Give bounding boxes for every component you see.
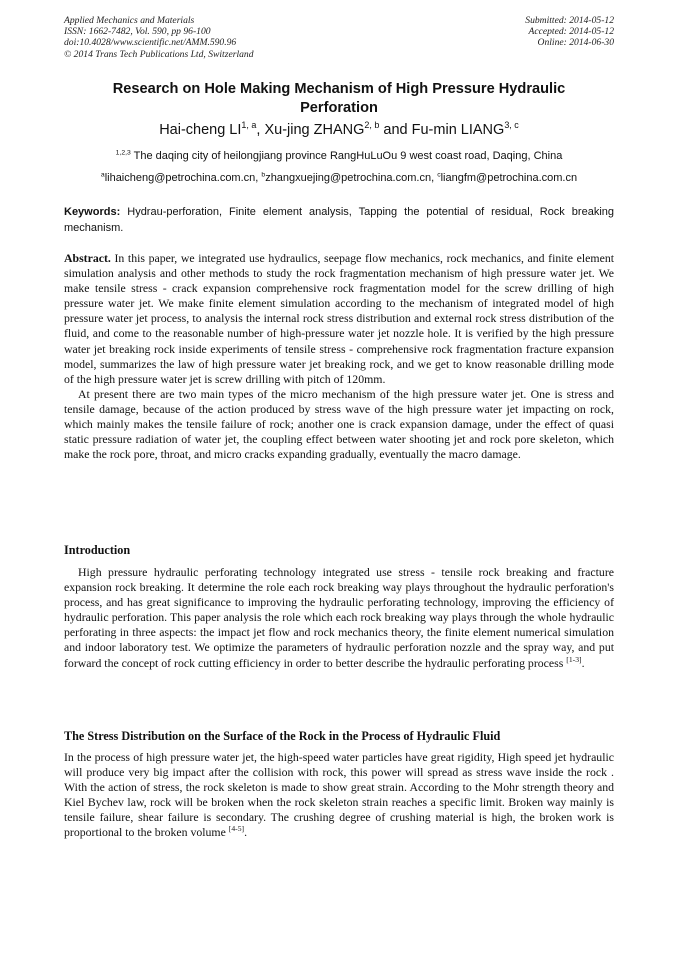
author-name: Fu-min LIANG (411, 122, 505, 138)
email-link[interactable]: liangfm@petrochina.com.cn (440, 172, 578, 184)
paper-title: Research on Hole Making Mechanism of High Pressure Hydraulic Perforation (112, 81, 566, 116)
citation-ref[interactable]: [4-5] (228, 824, 245, 834)
sentence-end: . (581, 655, 585, 670)
publication-dates (525, 15, 614, 49)
author-list (40, 120, 638, 140)
introduction-section (64, 565, 614, 671)
journal-copyright: © 2014 Trans Tech Publications Ltd, Switzerland (64, 48, 254, 60)
affiliation (30, 148, 648, 164)
email-mark: b (261, 171, 266, 179)
submitted-date: Submitted: 2014-05-12 (525, 15, 614, 26)
keywords-text: Hydrau-perforation, Finite element analysis, Tapping the potential of residual, Rock breaking mechanism. (64, 206, 614, 234)
section-heading-stress-distribution: The Stress Distribution on the Surface of the Rock in the Process of Hydraulic Fluid (64, 729, 501, 743)
citation-ref[interactable]: [1-3] (566, 654, 582, 664)
abstract-label: Abstract. (64, 251, 111, 265)
author-name: Hai-cheng LI (159, 122, 242, 138)
author-affiliation-mark: 1, a (241, 120, 257, 131)
stress-text: In the process of high pressure water jet, the high-speed water particles have great rigidity, High speed jet hydraulic will produce very big impact after the collision with rock, this power will spread as stress wave inside the rock . With the action of stress, the rock skeleton is made to show great strain. According to the Mohr strength theory and Kiel Bychev law, rock will be broken when the rock skeleton strain reaches a specific limit. Broken way mainly is tensile failure, shear failure is secondary. The crushing degree of crushing material is high, the broken work is proportional to the broken volume (64, 750, 614, 840)
author-separator: and (379, 122, 412, 138)
email-link[interactable]: zhangxuejing@petrochina.com.cn, (265, 172, 438, 184)
introduction-text: High pressure hydraulic perforating technology integrated use stress - tensile rock breaking and fracture expansion rock breaking. It determine the role each rock breaking way plays throughout the hydraulic perforation's process, and has great significance to improving the hydraulic perforating technology, improving the efficiency of hydraulic perforation. This paper analysis the role which each rock breaking way plays through the whole hydraulic perforating in three aspects: the impact jet flow and rock mechanics theory, the finite element numerical simulation and indoor laboratory test. We optimize the parameters of hydraulic perforation nozzle and the spray way, and put forward the concept of rock cutting efficiency in order to better describe the hydraulic perforating process (64, 565, 614, 670)
journal-info (64, 15, 254, 60)
abstract (64, 251, 614, 462)
keywords (64, 205, 614, 236)
email-link[interactable]: lihaicheng@petrochina.com.cn, (104, 172, 262, 184)
sentence-end: . (244, 825, 248, 840)
email-mark: a (100, 171, 105, 179)
author-affiliation-mark: 2, b (364, 120, 380, 131)
email-mark: c (437, 171, 441, 179)
journal-doi: doi:10.4028/www.scientific.net/AMM.590.96 (64, 37, 237, 49)
stress-distribution-section (64, 750, 614, 841)
stress-paragraph (64, 750, 614, 841)
affiliation-mark: 1,2,3 (115, 149, 131, 157)
author-affiliation-mark: 3, c (504, 120, 519, 131)
section-heading-introduction: Introduction (64, 543, 131, 557)
accepted-date: Accepted: 2014-05-12 (528, 26, 614, 38)
keywords-label: Keywords: (64, 206, 121, 218)
author-separator: , (256, 122, 265, 138)
author-name: Xu-jing ZHANG (264, 122, 365, 138)
online-date: Online: 2014-06-30 (537, 37, 614, 49)
abstract-paragraph: At present there are two main types of the micro mechanism of the high pressure water jet. One is stress and tensile damage, because of the action produced by stress wave of the high pressure water jet impacting on rock, which mainly makes the tensile failure of rock; another one is crack expansion damage, under the effect of quasi static pressure radiation of water jet, the coupling effect between water shooting jet and rock pore skeleton, which make the rock pore, throat, and micro cracks expanding gradually, eventually the macro damage. (64, 386, 614, 462)
journal-name: Applied Mechanics and Materials (64, 15, 195, 26)
author-emails (30, 170, 648, 186)
affiliation-text: The daqing city of heilongjiang province RangHuLuOu 9 west coast road, Daqing, China (130, 150, 563, 162)
journal-issn: ISSN: 1662-7482, Vol. 590, pp 96-100 (64, 26, 211, 38)
abstract-text: In this paper, we integrated use hydraulics, seepage flow mechanics, rock mechanics, and finite element simulation analysis and other methods to study the rock fragmentation mechanism of high pressure water jet. We make tensile stress - crack expansion comprehensive rock fragmentation model for the screw drilling of high pressure water jet. We make finite element simulation according to the mechanism of integrated model of high pressure water jet process, to analysis the internal rock stress distribution and external rock stress distribution of the fluid, and come to the reasonable number of high-pressure water jet nozzle hole. It is verified by the high pressure water jet breaking rock inside experiments of tensile stress - comprehensive rock fragmentation fracture expansion model, summarizes the law of high pressure water jet breaking rock, and we get to know reasonable drilling mode of the high pressure water jet is screw drilling with pitch of 120mm. (64, 251, 614, 386)
introduction-paragraph (64, 565, 614, 671)
abstract-paragraph (64, 251, 614, 387)
